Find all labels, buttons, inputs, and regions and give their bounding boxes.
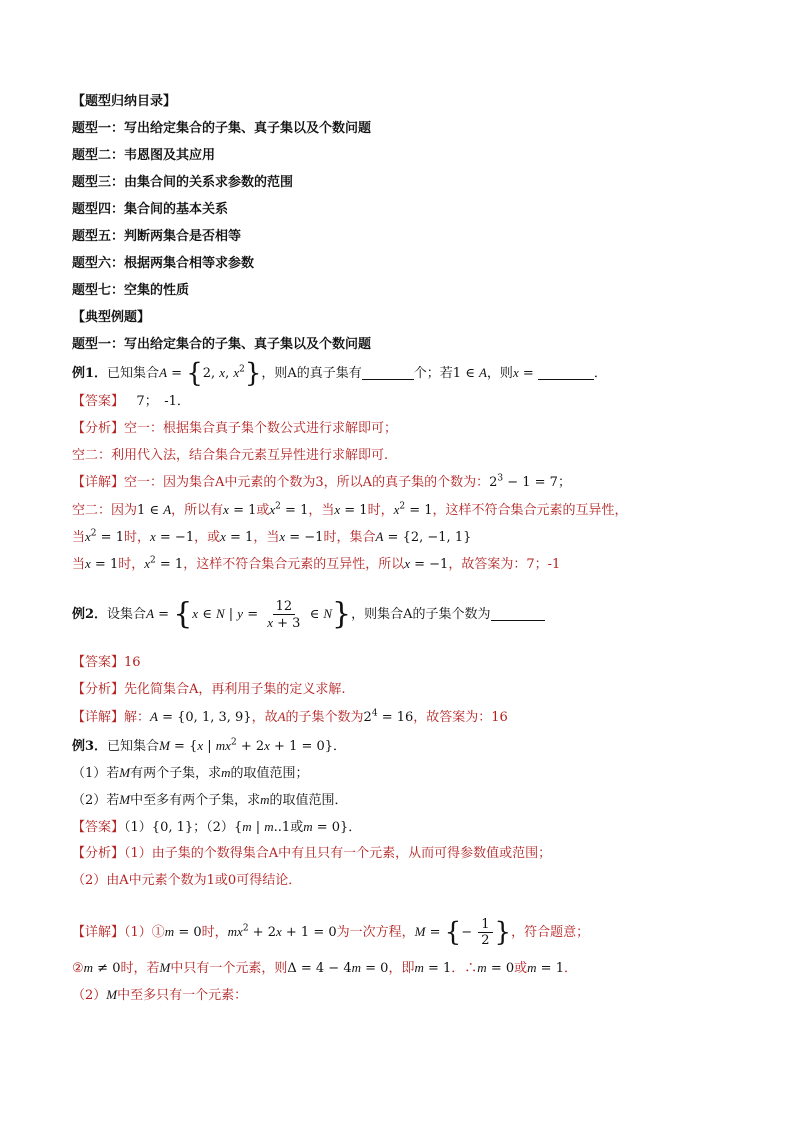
examples-heading: 【典型例题】 [72,310,151,325]
toc-item-6: 题型六：根据两集合相等求参数 [72,256,255,271]
example-1-detail-2: 空二：因为1 ∈ A，所以有x = 1或$x^2 = 1$，当x = 1时，$x^2 = 1$，这样不符合集合元素的互异性， [72,501,628,518]
toc-item-1: 题型一：写出给定集合的子集、真子集以及个数问题 [72,121,372,136]
toc-item-4: 题型四：集合间的基本关系 [72,202,229,217]
example-2-answer: 【答案】16 [72,655,141,670]
example-3-detail-3: （2）M中至多只有一个元素： [72,987,248,1003]
example-1-answer: 【答案】 7； -1． [72,394,190,409]
example-2-analysis: 【分析】先化简集合A，再利用子集的定义求解. [72,682,346,697]
example-3-q1: （1）若M有两个子集，求m的取值范围； [72,765,309,781]
section-title: 题型一：写出给定集合的子集、真子集以及个数问题 [72,337,372,352]
example-1-detail-4: 当x = 1时，$x^2 = 1$，这样不符合集合元素的互异性，所以x = −1，故答案为：7；-1 [72,555,561,572]
toc-item-7: 题型七：空集的性质 [72,283,190,298]
toc-item-3: 题型三：由集合间的关系求参数的范围 [72,175,294,190]
example-3-question: 例3．已知集合M = {x | $mx^2 + 2x + 1 = 0$}． [72,737,347,754]
example-2-question: 例2．设集合A = {x ∈ N | y = $\frac{12}{x + 3}$ ∈ N}，则集合A的子集个数为 [72,594,545,634]
example-3-detail-2: ②m ≠ 0时，若M中只有一个元素，则Δ = 4 − 4m = 0，即m = 1．∴m = 0或m = 1． [72,960,577,976]
example-3-analysis-2: （2）由A中元素个数为1或0可得结论． [72,873,302,888]
example-2-detail: 【详解】解：A = {0, 1, 3, 9}，故A的子集个数为$2^4 = 16$，故答案为：16 [72,708,508,725]
answer-tag: 【答案】 [72,394,125,409]
example-3-detail-1: 【详解】（1）①m = 0时，$mx^2 + 2x + 1 = 0$为一次方程，M = {− $\frac{1}{2}$ }，符合题意； [72,917,590,948]
example-1-analysis: 【分析】空一：根据集合真子集个数公式进行求解即可； [72,421,398,436]
example-1-question: 例1．已知集合A = {2, x, $x^2$}，则A的真子集有 个；若1 ∈ A，则x = ． [72,358,607,389]
toc-item-2: 题型二：韦恩图及其应用 [72,148,216,163]
example-1-detail-3: 当$x^2 = 1$时，x = −1，或x = 1，当x = −1时，集合A = {2, −1, 1} [72,528,472,545]
example-3-analysis-1: 【分析】（1）由子集的个数得集合A中有且只有一个元素，从而可得参数值或范围； [72,846,552,861]
toc-item-5: 题型五：判断两集合是否相等 [72,229,242,244]
toc-heading: 【题型归纳目录】 [72,94,177,109]
example-3-answer: 【答案】（1）{0, 1}；（2）{m | m..1或m = 0}． [72,819,362,835]
example-1-analysis-2: 空二：利用代入法，结合集合元素互异性进行求解即可. [72,448,389,463]
example-1-detail-1: 【详解】空一：因为集合A中元素的个数为3，所以A的真子集的个数为：$2^3 - 1 = 7$； [72,473,571,490]
example-3-q2: （2）若M中至多有两个子集，求m的取值范围． [72,792,348,808]
